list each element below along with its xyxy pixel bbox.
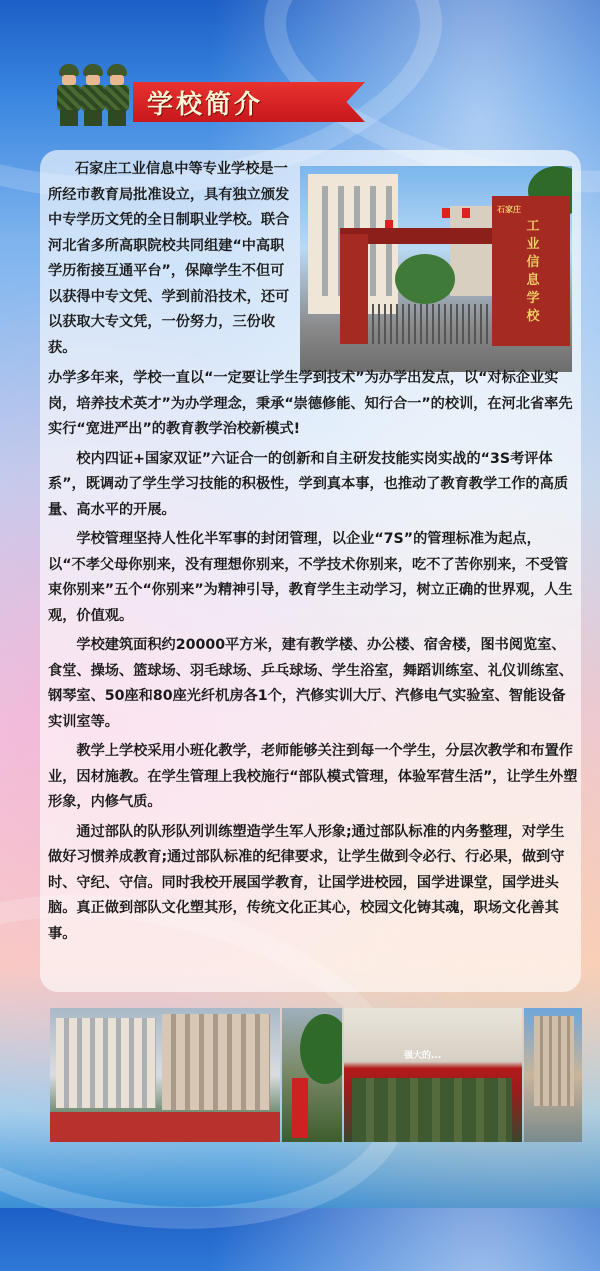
intro-text-top [48, 157, 298, 365]
section-header [55, 60, 315, 132]
soldier-figure-icon [105, 64, 129, 126]
students-group [352, 1078, 512, 1142]
campus-photo [524, 1008, 582, 1142]
intro-text-body [48, 366, 578, 951]
gate-fence [372, 304, 492, 344]
hall-banner-text: 强大的... [404, 1051, 442, 1061]
paragraph-4: 学校管理坚持人性化半军事的封闭管理，以企业“7S”的管理标准为起点，以“不孝父母你别来，没有理想你别来，不学技术你别来，吃不了苦你别来，不受管束你别来”五个“你别来”为精神引导，教育学生主动学习，树立正确的世界观，人生观，价值观。 [48, 531, 573, 624]
paragraph-3: 校内四证+国家双证”六证合一的创新和自主研发技能实岗实战的“3S考评体系”，既调动了学生学习技能的积极性，学到真本事，也推动了教育教学工作的高质量、高水平的开展。 [48, 450, 569, 518]
school-gate-photo [300, 166, 572, 372]
gate-sign-main: 工业信息学校 [526, 219, 540, 324]
gate-sign-top: 石家庄 [497, 204, 521, 214]
military-training-photo [344, 1008, 522, 1142]
page-title: 学校简介 [147, 90, 264, 120]
gate-pillar [340, 234, 368, 344]
soldier-figure-icon [81, 64, 105, 126]
paragraph-2: 办学多年来，学校一直以“一定要让学生学到技术”为办学出发点，以“对标企业实岗，培养技术英才”为办学理念，秉承“崇德修能、知行合一”的校训，在河北省率先实行“宽进严出”的教育教学治校新模式! [48, 370, 573, 437]
campus-photo [50, 1008, 280, 1142]
paragraph-6: 教学上学校采用小班化教学，老师能够关注到每一个学生，分层次教学和布置作业，因材施教。在学生管理上我校施行“部队模式管理，体验军营生活”，让学生外塑形象，内修气质。 [48, 743, 578, 810]
paragraph-7: 通过部队的队形队列训练塑造学生军人形象;通过部队标准的内务整理，对学生做好习惯养成教育;通过部队标准的纪律要求，让学生做到令必行、行必果，做到守时、守纪、守信。同时我校开展国学教育，让国学进校园，国学进课堂，国学进头脑。真正做到部队文化塑其形，传统文化正其心，校园文化铸其魂，职场文化善其事。 [48, 823, 565, 942]
paragraph-5: 学校建筑面积约20000平方米，建有教学楼、办公楼、宿舍楼，图书阅览室、食堂、操场、篮球场、羽毛球场、乒乓球场、学生浴室，舞蹈训练室、礼仪训练室、钢琴室、50座和80座光纤机房各1个，汽修实训大厅、汽修电气实验室、智能设备实训室等。 [48, 637, 573, 730]
paragraph-1: 石家庄工业信息中等专业学校是一所经市教育局批准设立，具有独立颁发中专学历文凭的全日制职业学校。联合河北省多所高职院校共同组建“中高职学历衔接互通平台”，保障学生不但可以获得中专文凭、学到前沿技术，还可以获取大专文凭，一份努力，三份收获。 [48, 161, 290, 356]
campus-photo [282, 1008, 342, 1142]
soldier-figure-icon [57, 64, 81, 126]
